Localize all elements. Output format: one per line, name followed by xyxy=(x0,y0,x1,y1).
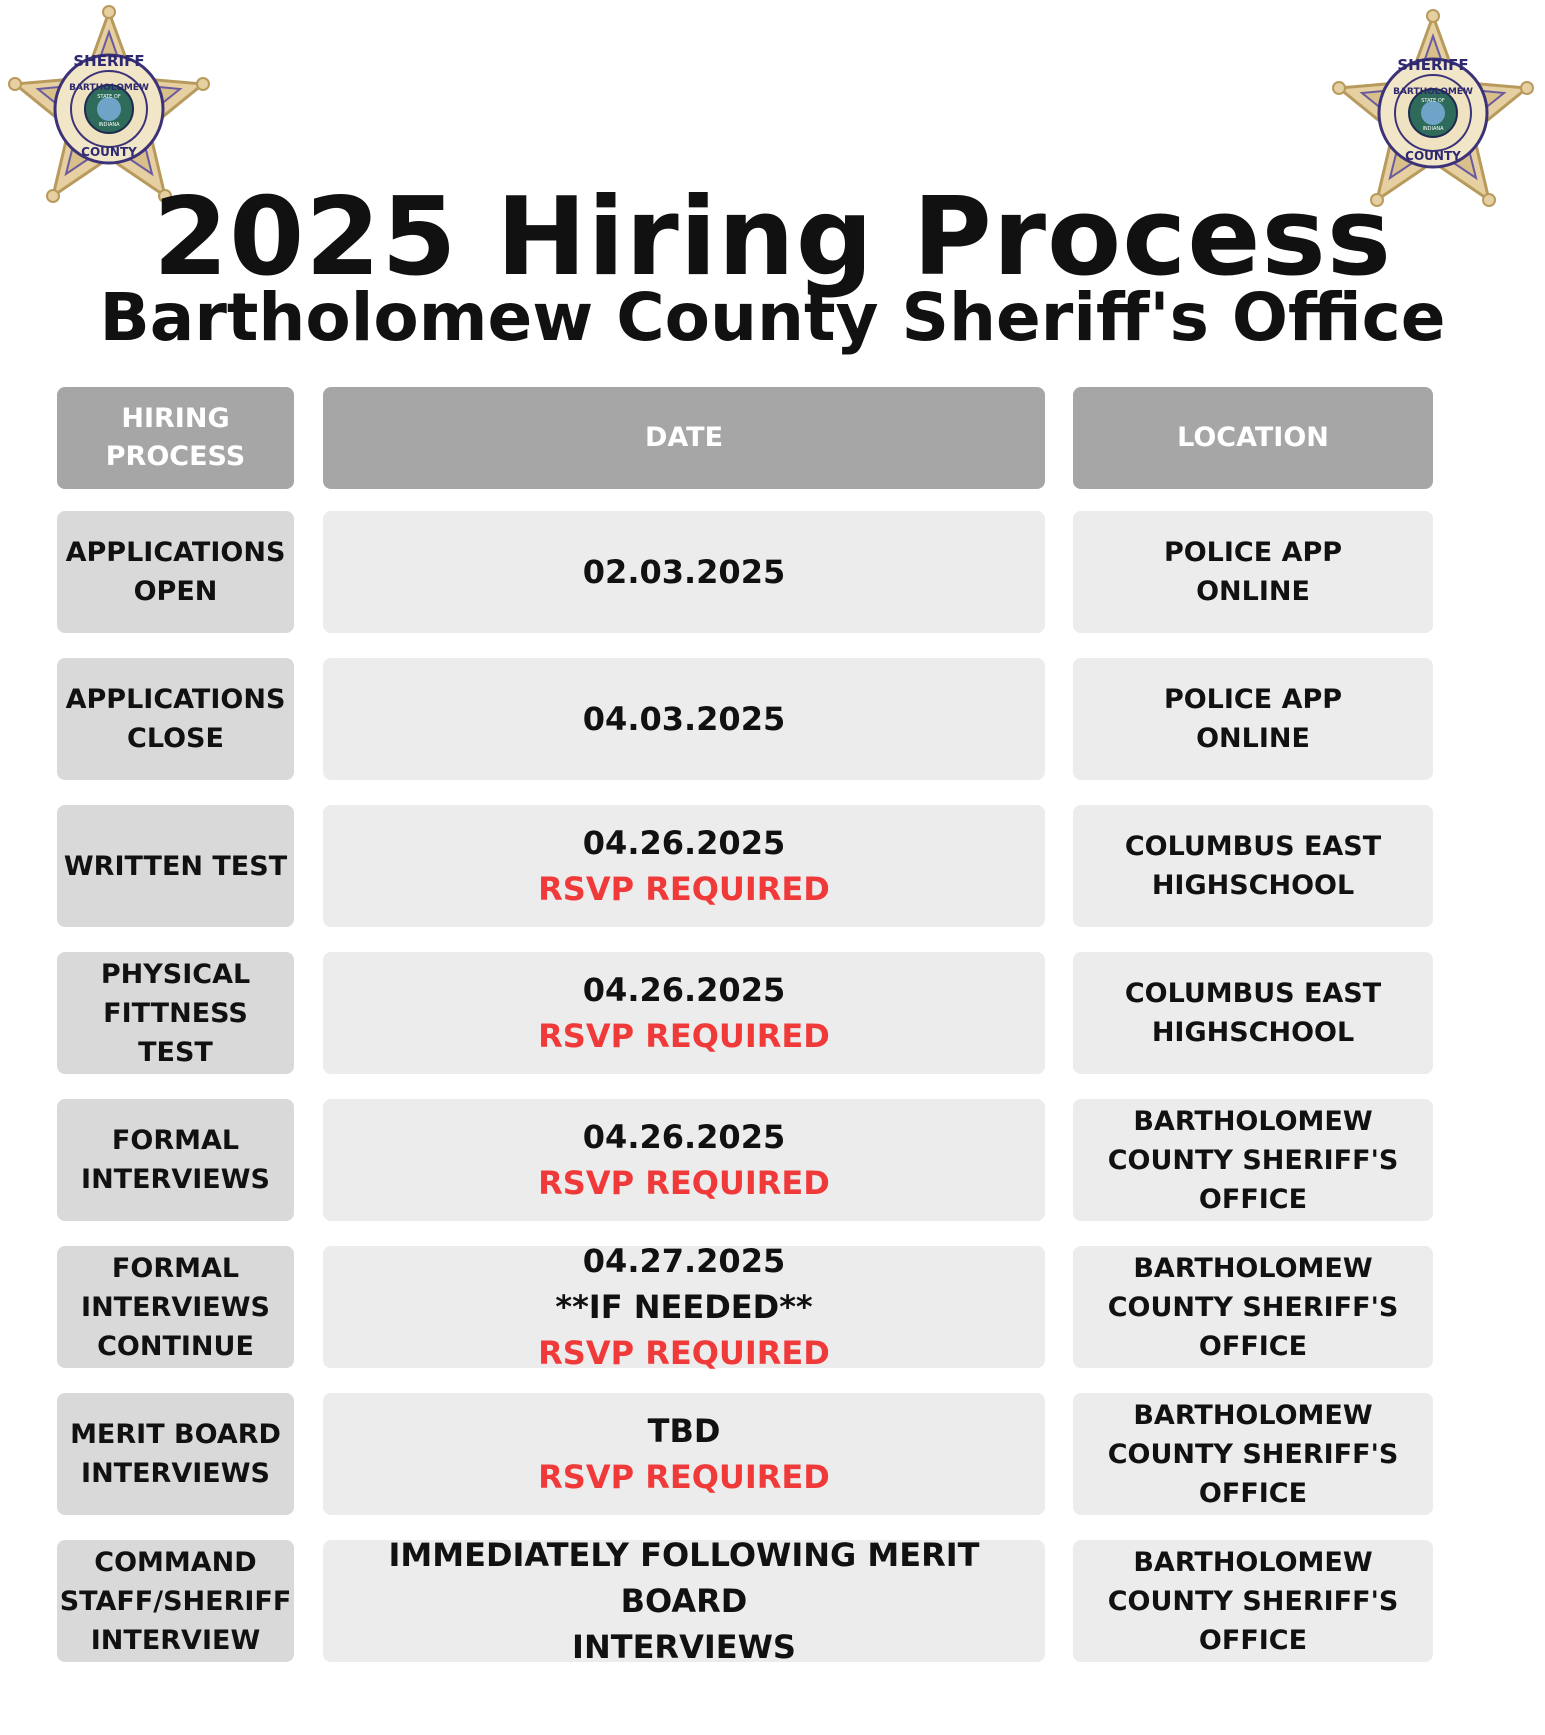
cell-text: INTERVIEW xyxy=(90,1624,261,1656)
svg-text:INDIANA: INDIANA xyxy=(98,122,120,128)
column-header-date: DATE xyxy=(323,387,1045,489)
rsvp-required-label: RSVP REQUIRED xyxy=(538,1334,830,1372)
cell-text: COUNTY SHERIFF'S xyxy=(1107,1438,1399,1470)
row-step-2 xyxy=(57,658,294,780)
svg-text:COUNTY: COUNTY xyxy=(1405,149,1461,163)
cell-text: COUNTY SHERIFF'S xyxy=(1107,1291,1399,1323)
cell-text: HIGHSCHOOL xyxy=(1151,870,1355,901)
cell-text: COMMAND xyxy=(94,1546,257,1578)
row-date-2 xyxy=(323,658,1045,780)
cell-text: 04.27.2025 xyxy=(582,1242,786,1280)
cell-text: FORMAL xyxy=(111,1125,240,1156)
cell-text: 04.03.2025 xyxy=(582,700,786,738)
row-location-4 xyxy=(1073,952,1433,1074)
rsvp-required-label: RSVP REQUIRED xyxy=(538,1017,830,1055)
cell-text: BARTHOLOMEW xyxy=(1133,1252,1373,1284)
cell-text: OFFICE xyxy=(1198,1330,1308,1362)
row-step-4 xyxy=(57,952,294,1074)
cell-text: 04.26.2025 xyxy=(582,824,786,862)
cell-text: TBD xyxy=(647,1412,721,1450)
svg-text:BARTHOLOMEW: BARTHOLOMEW xyxy=(1393,87,1473,97)
cell-text: OPEN xyxy=(133,576,218,607)
svg-text:STATE OF: STATE OF xyxy=(1421,98,1445,104)
row-date-1 xyxy=(323,511,1045,633)
cell-text: 02.03.2025 xyxy=(582,553,786,591)
cell-text: INTERVIEWS xyxy=(81,1291,270,1323)
row-step-8 xyxy=(57,1540,294,1662)
svg-text:INDIANA: INDIANA xyxy=(1422,126,1444,132)
svg-text:COUNTY: COUNTY xyxy=(81,145,137,159)
cell-text: APPLICATIONS xyxy=(65,537,286,568)
row-location-2 xyxy=(1073,658,1433,780)
row-date-6 xyxy=(323,1242,1045,1372)
rsvp-required-label: RSVP REQUIRED xyxy=(538,870,830,908)
row-location-7 xyxy=(1073,1393,1433,1515)
row-step-6 xyxy=(57,1246,294,1368)
row-date-8 xyxy=(323,1536,1045,1666)
cell-text: APPLICATIONS xyxy=(65,684,286,715)
rsvp-required-label: RSVP REQUIRED xyxy=(538,1458,830,1496)
svg-text:SHERIFF: SHERIFF xyxy=(1397,56,1469,74)
cell-text: 04.26.2025 xyxy=(582,1118,786,1156)
cell-text: CLOSE xyxy=(127,723,224,754)
cell-text: 04.26.2025 xyxy=(582,971,786,1009)
cell-text: COUNTY SHERIFF'S xyxy=(1107,1144,1399,1176)
cell-text: INTERVIEWS xyxy=(81,1164,270,1195)
cell-text: COLUMBUS EAST xyxy=(1124,978,1382,1009)
cell-text: COLUMBUS EAST xyxy=(1124,831,1382,862)
cell-text: OFFICE xyxy=(1198,1477,1308,1509)
row-step-5 xyxy=(57,1099,294,1221)
cell-text: IMMEDIATELY FOLLOWING MERIT BOARD xyxy=(388,1536,980,1620)
row-step-3 xyxy=(57,805,294,927)
svg-text:SHERIFF: SHERIFF xyxy=(73,52,145,70)
row-step-1 xyxy=(57,511,294,633)
cell-text: ONLINE xyxy=(1196,576,1310,607)
cell-text: **IF NEEDED** xyxy=(555,1288,813,1326)
cell-text: CONTINUE xyxy=(97,1330,254,1362)
cell-text: PHYSICAL xyxy=(100,958,251,990)
cell-text: STAFF/SHERIFF xyxy=(59,1585,292,1617)
row-step-7 xyxy=(57,1393,294,1515)
row-date-5 xyxy=(323,1099,1045,1221)
cell-text: BARTHOLOMEW xyxy=(1133,1105,1373,1137)
cell-text: POLICE APP xyxy=(1163,684,1343,715)
cell-text: POLICE APP xyxy=(1163,537,1343,568)
cell-text: COUNTY SHERIFF'S xyxy=(1107,1585,1399,1617)
row-date-3 xyxy=(323,805,1045,927)
column-header-hiring-process: HIRING PROCESS xyxy=(57,387,294,489)
svg-text:BARTHOLOMEW: BARTHOLOMEW xyxy=(69,83,149,93)
row-date-7 xyxy=(323,1393,1045,1515)
row-date-4 xyxy=(323,952,1045,1074)
svg-text:STATE OF: STATE OF xyxy=(97,94,121,100)
cell-text: WRITTEN TEST xyxy=(63,850,288,882)
cell-text: OFFICE xyxy=(1198,1624,1308,1656)
cell-text: BARTHOLOMEW xyxy=(1133,1546,1373,1578)
cell-text: INTERVIEWS xyxy=(572,1628,796,1666)
row-location-3 xyxy=(1073,805,1433,927)
cell-text: OFFICE xyxy=(1198,1183,1308,1215)
cell-text: MERIT BOARD xyxy=(70,1419,281,1450)
page-title: 2025 Hiring Process xyxy=(152,175,1393,300)
column-header-location: LOCATION xyxy=(1073,387,1433,489)
cell-text: INTERVIEWS xyxy=(81,1458,270,1489)
cell-text: FORMAL xyxy=(111,1252,240,1284)
cell-text: BARTHOLOMEW xyxy=(1133,1399,1373,1431)
cell-text: FITTNESS TEST xyxy=(103,997,248,1068)
row-location-5 xyxy=(1073,1099,1433,1221)
sheriff-star-badge-icon xyxy=(9,6,209,202)
row-location-8 xyxy=(1073,1540,1433,1662)
page-subtitle: Bartholomew County Sheriff's Office xyxy=(99,279,1446,356)
row-location-6 xyxy=(1073,1246,1433,1368)
cell-text: HIGHSCHOOL xyxy=(1151,1017,1355,1048)
rsvp-required-label: RSVP REQUIRED xyxy=(538,1164,830,1202)
row-location-1 xyxy=(1073,511,1433,633)
cell-text: ONLINE xyxy=(1196,723,1310,754)
